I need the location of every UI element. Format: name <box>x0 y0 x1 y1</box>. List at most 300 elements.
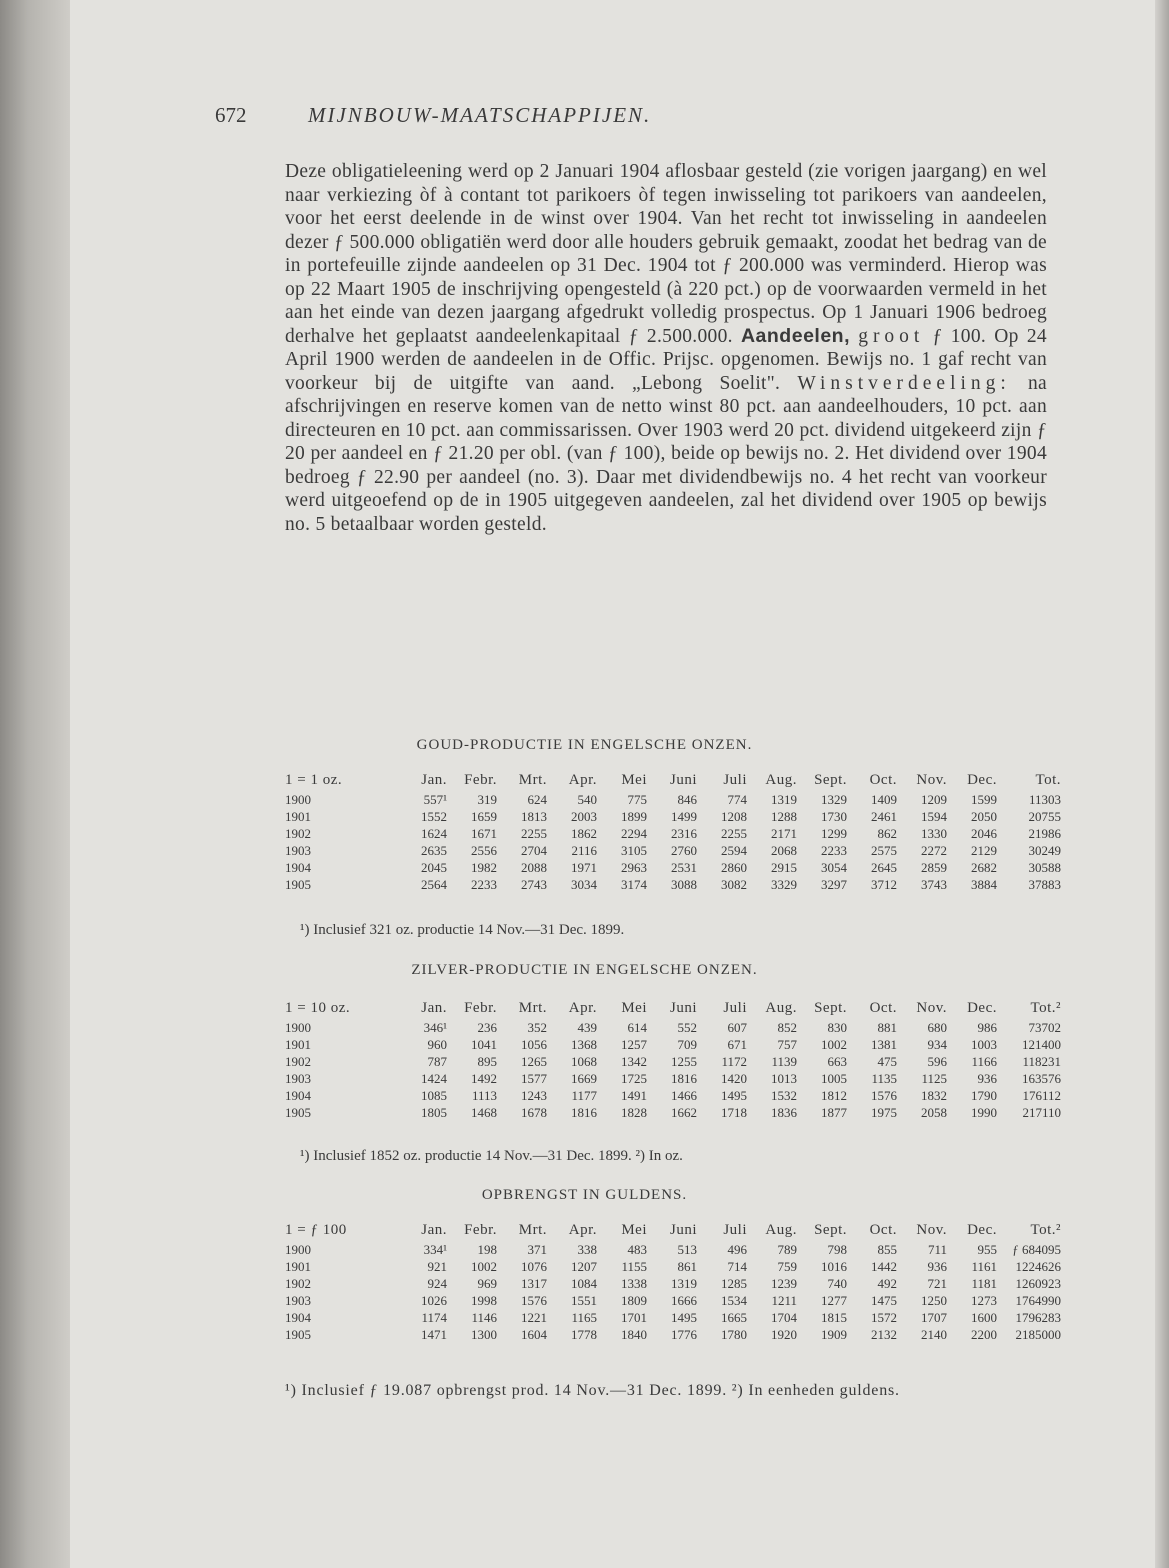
value-cell: 2594 <box>721 842 747 858</box>
value-cell: 1828 <box>621 1104 647 1120</box>
value-cell: 475 <box>877 1053 897 1069</box>
value-cell: 1809 <box>621 1292 647 1308</box>
value-cell: 1273 <box>971 1292 997 1308</box>
value-cell: 1815 <box>821 1309 847 1325</box>
value-cell: 1862 <box>571 825 597 841</box>
value-cell: 3034 <box>571 876 597 892</box>
table-header-row <box>285 769 1061 791</box>
value-cell: 176112 <box>1022 1087 1061 1103</box>
value-cell: 1265 <box>521 1053 547 1069</box>
value-cell: 1669 <box>571 1070 597 1086</box>
value-cell: 319 <box>477 791 497 807</box>
value-cell: 2058 <box>921 1104 947 1120</box>
year-cell: 1903 <box>285 1070 311 1086</box>
value-cell: 861 <box>677 1258 697 1274</box>
value-cell: 663 <box>827 1053 847 1069</box>
table-row <box>285 1275 1061 1292</box>
value-cell: 1718 <box>721 1104 747 1120</box>
value-cell: 852 <box>777 1019 797 1035</box>
value-cell: 1599 <box>971 791 997 807</box>
value-cell: ƒ 684095 <box>1012 1241 1061 1257</box>
year-cell: 1904 <box>285 1309 311 1325</box>
unit-label: 1 = 1 oz. <box>285 771 343 788</box>
value-cell: 1026 <box>421 1292 447 1308</box>
value-cell: 3054 <box>821 859 847 875</box>
year-cell: 1902 <box>285 1053 311 1069</box>
value-cell: 1466 <box>671 1087 697 1103</box>
value-cell: 1666 <box>671 1292 697 1308</box>
year-cell: 1903 <box>285 842 311 858</box>
value-cell: 1250 <box>921 1292 947 1308</box>
column-header: Febr. <box>464 1221 497 1238</box>
column-header: Sept. <box>814 999 847 1016</box>
value-cell: 2682 <box>971 859 997 875</box>
book-spine-shadow <box>0 0 70 1568</box>
value-cell: 787 <box>427 1053 447 1069</box>
value-cell: 1221 <box>521 1309 547 1325</box>
year-cell: 1905 <box>285 1326 311 1342</box>
table-row <box>285 1309 1061 1326</box>
aandeelen-heading: Aandeelen, <box>740 324 851 347</box>
value-cell: 2859 <box>921 859 947 875</box>
value-cell: 121400 <box>1022 1036 1061 1052</box>
body-paragraph <box>285 160 1047 536</box>
value-cell: 1624 <box>421 825 447 841</box>
value-cell: 1368 <box>571 1036 597 1052</box>
value-cell: 1492 <box>471 1070 497 1086</box>
value-cell: 2704 <box>521 842 547 858</box>
value-cell: 1181 <box>971 1275 997 1291</box>
column-header: Apr. <box>568 1221 597 1238</box>
value-cell: 552 <box>677 1019 697 1035</box>
value-cell: 483 <box>627 1241 647 1257</box>
value-cell: 513 <box>677 1241 697 1257</box>
value-cell: 1319 <box>671 1275 697 1291</box>
table-row <box>285 1258 1061 1275</box>
value-cell: 540 <box>577 791 597 807</box>
value-cell: 2046 <box>971 825 997 841</box>
value-cell: 1594 <box>921 808 947 824</box>
column-header: Mrt. <box>518 1221 547 1238</box>
value-cell: 3743 <box>921 876 947 892</box>
value-cell: 1125 <box>921 1070 947 1086</box>
value-cell: 1177 <box>571 1087 597 1103</box>
value-cell: 1342 <box>621 1053 647 1069</box>
value-cell: 3884 <box>971 876 997 892</box>
value-cell: 1172 <box>721 1053 747 1069</box>
value-cell: 1495 <box>721 1087 747 1103</box>
groot-label: groot <box>858 325 925 347</box>
value-cell: 1604 <box>521 1326 547 1342</box>
column-header: Aug. <box>765 1221 797 1238</box>
value-cell: 2132 <box>871 1326 897 1342</box>
value-cell: 1139 <box>771 1053 797 1069</box>
table-row <box>285 825 1061 842</box>
value-cell: 3174 <box>621 876 647 892</box>
year-cell: 1905 <box>285 1104 311 1120</box>
column-header: Tot.² <box>1030 1221 1061 1238</box>
value-cell: 2129 <box>971 842 997 858</box>
value-cell: 1678 <box>521 1104 547 1120</box>
value-cell: 1600 <box>971 1309 997 1325</box>
column-header: Juli <box>723 999 747 1016</box>
value-cell: 924 <box>427 1275 447 1291</box>
value-cell: 20755 <box>1028 808 1061 824</box>
value-cell: 1671 <box>471 825 497 841</box>
value-cell: 1174 <box>421 1309 447 1325</box>
value-cell: 1424 <box>421 1070 447 1086</box>
value-cell: 1805 <box>421 1104 447 1120</box>
year-cell: 1904 <box>285 859 311 875</box>
value-cell: 1975 <box>871 1104 897 1120</box>
value-cell: 338 <box>577 1241 597 1257</box>
value-cell: 671 <box>727 1036 747 1052</box>
value-cell: 1161 <box>971 1258 997 1274</box>
year-cell: 1902 <box>285 825 311 841</box>
value-cell: 1300 <box>471 1326 497 1342</box>
column-header: Sept. <box>814 771 847 788</box>
column-header: Jan. <box>421 1221 447 1238</box>
value-cell: 1776 <box>671 1326 697 1342</box>
value-cell: 1998 <box>471 1292 497 1308</box>
column-header: Nov. <box>916 771 947 788</box>
value-cell: 775 <box>627 791 647 807</box>
table-header-row <box>285 997 1061 1019</box>
value-cell: 986 <box>977 1019 997 1035</box>
value-cell: 1288 <box>771 808 797 824</box>
value-cell: 3297 <box>821 876 847 892</box>
value-cell: 1013 <box>771 1070 797 1086</box>
value-cell: 1041 <box>471 1036 497 1052</box>
value-cell: 1381 <box>871 1036 897 1052</box>
value-cell: 1084 <box>571 1275 597 1291</box>
column-header: Oct. <box>869 999 897 1016</box>
value-cell: 1208 <box>721 808 747 824</box>
value-cell: 1085 <box>421 1087 447 1103</box>
column-header: Juni <box>669 1221 697 1238</box>
value-cell: 2645 <box>871 859 897 875</box>
value-cell: 1778 <box>571 1326 597 1342</box>
value-cell: 3082 <box>721 876 747 892</box>
value-cell: 1572 <box>871 1309 897 1325</box>
value-cell: 1707 <box>921 1309 947 1325</box>
value-cell: 439 <box>577 1019 597 1035</box>
value-cell: 1662 <box>671 1104 697 1120</box>
column-header: Tot. <box>1035 771 1061 788</box>
value-cell: 1704 <box>771 1309 797 1325</box>
value-cell: 709 <box>677 1036 697 1052</box>
value-cell: 1790 <box>971 1087 997 1103</box>
value-cell: 789 <box>777 1241 797 1257</box>
value-cell: 798 <box>827 1241 847 1257</box>
value-cell: 1420 <box>721 1070 747 1086</box>
value-cell: 1899 <box>621 808 647 824</box>
value-cell: 1002 <box>471 1258 497 1274</box>
value-cell: 1577 <box>521 1070 547 1086</box>
value-cell: 1165 <box>571 1309 597 1325</box>
value-cell: 1816 <box>671 1070 697 1086</box>
gold-table-title: GOUD-PRODUCTIE IN ENGELSCHE ONZEN. <box>416 737 753 753</box>
year-cell: 1905 <box>285 876 311 892</box>
page-number: 672 <box>215 103 247 127</box>
value-cell: 1243 <box>521 1087 547 1103</box>
value-cell: 2003 <box>571 808 597 824</box>
paragraph-text-2: ƒ 100. Op 24 April 1900 werden de aandeelen in de Offic. Prijsc. opgenomen. Bewijs no. 1 gaf recht van voorkeur bij de uitgifte van aand. „Lebong Soelit". <box>285 325 1047 394</box>
running-title: MIJNBOUW-MAATSCHAPPIJEN. <box>308 103 652 127</box>
value-cell: 2088 <box>521 859 547 875</box>
value-cell: 774 <box>727 791 747 807</box>
unit-label: 1 = 10 oz. <box>285 999 351 1016</box>
paragraph-text-3: na afschrijvingen en reserve komen van de netto winst 80 pct. aan aandeelhouders, 10 pct. aan directeuren en 10 pct. aan commissarissen. Over 1903 werd 20 pct. dividend uitgekeerd zijn ƒ 20 per aandeel en ƒ 21.20 per obl. (van ƒ 100), beide op bewijs no. 2. Het dividend over 1904 bedroeg ƒ 22.90 per aandeel (no. 3). Daar met dividendbewijs no. 4 het recht van voorkeur werd uitgeoefend op de in 1905 uitgegeven aandeelen, zal het dividend over 1905 op bewijs no. 5 betaalbaar worden gesteld. <box>285 372 1047 535</box>
table-row <box>285 1292 1061 1309</box>
value-cell: 1971 <box>571 859 597 875</box>
column-header: Tot.² <box>1030 999 1061 1016</box>
value-cell: 1329 <box>821 791 847 807</box>
year-cell: 1900 <box>285 791 311 807</box>
value-cell: 30588 <box>1028 859 1061 875</box>
column-header: Apr. <box>568 999 597 1016</box>
value-cell: 1840 <box>621 1326 647 1342</box>
year-cell: 1901 <box>285 808 311 824</box>
table-row <box>285 1036 1061 1053</box>
value-cell: 1166 <box>971 1053 997 1069</box>
value-cell: 1982 <box>471 859 497 875</box>
revenue-table-title: OPBRENGST IN GULDENS. <box>481 1187 688 1203</box>
value-cell: 624 <box>527 791 547 807</box>
value-cell: 1764990 <box>1015 1292 1061 1308</box>
table-row <box>285 1326 1061 1343</box>
table-row <box>285 1053 1061 1070</box>
value-cell: 1813 <box>521 808 547 824</box>
value-cell: 346¹ <box>423 1019 447 1035</box>
value-cell: 1836 <box>771 1104 797 1120</box>
column-header: Dec. <box>967 999 997 1016</box>
value-cell: 1475 <box>871 1292 897 1308</box>
value-cell: 1495 <box>671 1309 697 1325</box>
column-header: Oct. <box>869 1221 897 1238</box>
value-cell: 2171 <box>771 825 797 841</box>
value-cell: 1909 <box>821 1326 847 1342</box>
value-cell: 1338 <box>621 1275 647 1291</box>
column-header: Febr. <box>464 771 497 788</box>
value-cell: 1796283 <box>1015 1309 1061 1325</box>
value-cell: 1056 <box>521 1036 547 1052</box>
value-cell: 936 <box>977 1070 997 1086</box>
value-cell: 2294 <box>621 825 647 841</box>
table-row <box>285 1019 1061 1036</box>
table-header-row <box>285 1219 1061 1241</box>
column-header: Juni <box>669 771 697 788</box>
value-cell: 30249 <box>1028 842 1061 858</box>
table-row <box>285 842 1061 859</box>
value-cell: 2531 <box>671 859 697 875</box>
value-cell: 2255 <box>721 825 747 841</box>
value-cell: 1534 <box>721 1292 747 1308</box>
value-cell: 3105 <box>621 842 647 858</box>
value-cell: 11303 <box>1028 791 1061 807</box>
value-cell: 1068 <box>571 1053 597 1069</box>
value-cell: 1877 <box>821 1104 847 1120</box>
value-cell: 1532 <box>771 1087 797 1103</box>
value-cell: 2556 <box>471 842 497 858</box>
value-cell: 2233 <box>471 876 497 892</box>
value-cell: 955 <box>977 1241 997 1257</box>
value-cell: 1285 <box>721 1275 747 1291</box>
column-header: Aug. <box>765 771 797 788</box>
table-row <box>285 1241 1061 1258</box>
value-cell: 1146 <box>471 1309 497 1325</box>
year-cell: 1903 <box>285 1292 311 1308</box>
silver-table-title: ZILVER-PRODUCTIE IN ENGELSCHE ONZEN. <box>411 962 758 978</box>
value-cell: 1920 <box>771 1326 797 1342</box>
value-cell: 2116 <box>571 842 597 858</box>
value-cell: 1209 <box>921 791 947 807</box>
value-cell: 921 <box>427 1258 447 1274</box>
value-cell: 1409 <box>871 791 897 807</box>
column-header: Sept. <box>814 1221 847 1238</box>
column-header: Mei <box>621 1221 647 1238</box>
value-cell: 1552 <box>421 808 447 824</box>
column-header: Jan. <box>421 771 447 788</box>
table-row <box>285 1087 1061 1104</box>
value-cell: 1812 <box>821 1087 847 1103</box>
value-cell: 1491 <box>621 1087 647 1103</box>
value-cell: 492 <box>877 1275 897 1291</box>
value-cell: 1239 <box>771 1275 797 1291</box>
value-cell: 711 <box>927 1241 947 1257</box>
column-header: Oct. <box>869 771 897 788</box>
column-header: Juli <box>723 771 747 788</box>
value-cell: 1832 <box>921 1087 947 1103</box>
value-cell: 1255 <box>671 1053 697 1069</box>
revenue-table <box>285 1219 1061 1343</box>
value-cell: 1211 <box>771 1292 797 1308</box>
table-row <box>285 1104 1061 1121</box>
column-header: Dec. <box>967 771 997 788</box>
value-cell: 2564 <box>421 876 447 892</box>
value-cell: 1551 <box>571 1292 597 1308</box>
value-cell: 73702 <box>1028 1019 1061 1035</box>
winstverdeeling-heading: Winstverdeeling: <box>797 372 1011 394</box>
value-cell: 352 <box>527 1019 547 1035</box>
value-cell: 334¹ <box>423 1241 447 1257</box>
value-cell: 2461 <box>871 808 897 824</box>
revenue-table-footnote: ¹) Inclusief ƒ 19.087 opbrengst prod. 14 Nov.—31 Dec. 1899. ²) In eenheden guldens. <box>285 1382 900 1399</box>
value-cell: 1277 <box>821 1292 847 1308</box>
page-edge <box>1155 0 1169 1568</box>
value-cell: 2185000 <box>1015 1326 1061 1342</box>
column-header: Dec. <box>967 1221 997 1238</box>
silver-production-table <box>285 997 1061 1121</box>
gold-production-table <box>285 769 1061 893</box>
column-header: Mei <box>621 771 647 788</box>
value-cell: 2068 <box>771 842 797 858</box>
value-cell: 1155 <box>621 1258 647 1274</box>
value-cell: 846 <box>677 791 697 807</box>
value-cell: 680 <box>927 1019 947 1035</box>
value-cell: 118231 <box>1022 1053 1061 1069</box>
value-cell: 881 <box>877 1019 897 1035</box>
value-cell: 1076 <box>521 1258 547 1274</box>
value-cell: 2316 <box>671 825 697 841</box>
value-cell: 1990 <box>971 1104 997 1120</box>
year-cell: 1904 <box>285 1087 311 1103</box>
value-cell: 1659 <box>471 808 497 824</box>
value-cell: 1730 <box>821 808 847 824</box>
table-row <box>285 808 1061 825</box>
value-cell: 2050 <box>971 808 997 824</box>
value-cell: 2200 <box>971 1326 997 1342</box>
value-cell: 714 <box>727 1258 747 1274</box>
value-cell: 862 <box>877 825 897 841</box>
column-header: Juli <box>723 1221 747 1238</box>
value-cell: 1260923 <box>1015 1275 1061 1291</box>
value-cell: 934 <box>927 1036 947 1052</box>
value-cell: 1005 <box>821 1070 847 1086</box>
value-cell: 236 <box>477 1019 497 1035</box>
value-cell: 496 <box>727 1241 747 1257</box>
value-cell: 2963 <box>621 859 647 875</box>
value-cell: 895 <box>477 1053 497 1069</box>
value-cell: 163576 <box>1022 1070 1061 1086</box>
column-header: Apr. <box>568 771 597 788</box>
value-cell: 2272 <box>921 842 947 858</box>
value-cell: 2860 <box>721 859 747 875</box>
value-cell: 596 <box>927 1053 947 1069</box>
value-cell: 2760 <box>671 842 697 858</box>
value-cell: 2915 <box>771 859 797 875</box>
unit-label: 1 = ƒ 100 <box>285 1221 347 1238</box>
column-header: Jan. <box>421 999 447 1016</box>
value-cell: 1330 <box>921 825 947 841</box>
value-cell: 1576 <box>871 1087 897 1103</box>
value-cell: 1113 <box>471 1087 497 1103</box>
value-cell: 757 <box>777 1036 797 1052</box>
table-row <box>285 1070 1061 1087</box>
value-cell: 936 <box>927 1258 947 1274</box>
value-cell: 1442 <box>871 1258 897 1274</box>
table-row <box>285 876 1061 893</box>
column-header: Nov. <box>916 1221 947 1238</box>
value-cell: 607 <box>727 1019 747 1035</box>
value-cell: 1468 <box>471 1104 497 1120</box>
value-cell: 960 <box>427 1036 447 1052</box>
value-cell: 3088 <box>671 876 697 892</box>
value-cell: 1499 <box>671 808 697 824</box>
value-cell: 557¹ <box>423 791 447 807</box>
value-cell: 1207 <box>571 1258 597 1274</box>
value-cell: 855 <box>877 1241 897 1257</box>
value-cell: 1471 <box>421 1326 447 1342</box>
value-cell: 1317 <box>521 1275 547 1291</box>
year-cell: 1902 <box>285 1275 311 1291</box>
value-cell: 2140 <box>921 1326 947 1342</box>
value-cell: 1780 <box>721 1326 747 1342</box>
value-cell: 1665 <box>721 1309 747 1325</box>
value-cell: 2743 <box>521 876 547 892</box>
year-cell: 1900 <box>285 1241 311 1257</box>
value-cell: 1816 <box>571 1104 597 1120</box>
value-cell: 2045 <box>421 859 447 875</box>
value-cell: 1319 <box>771 791 797 807</box>
table-row <box>285 791 1061 808</box>
value-cell: 1002 <box>821 1036 847 1052</box>
value-cell: 721 <box>927 1275 947 1291</box>
value-cell: 969 <box>477 1275 497 1291</box>
value-cell: 2635 <box>421 842 447 858</box>
year-cell: 1901 <box>285 1036 311 1052</box>
value-cell: 1257 <box>621 1036 647 1052</box>
